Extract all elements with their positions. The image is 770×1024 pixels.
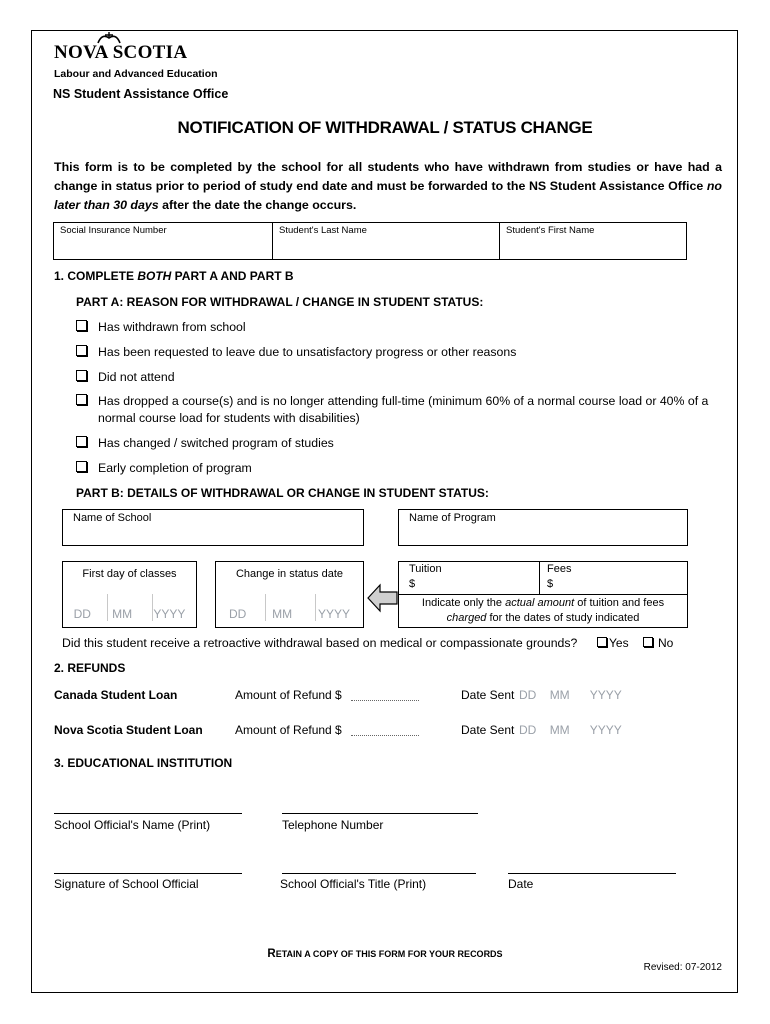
date-line[interactable] [508,873,676,874]
logo-wordmark: NOVA SCOTIA [54,42,188,63]
option-early-completion[interactable]: Early completion of program [76,460,726,477]
retro-no[interactable]: No [643,636,673,650]
ns-date-input[interactable]: DD MM YYYY [519,723,622,737]
school-name-field[interactable]: Name of School [62,509,364,546]
option-withdrawn[interactable]: Has withdrawn from school [76,319,726,336]
ns-refund-label: Amount of Refund $ [235,723,342,737]
retro-question: Did this student receive a retroactive withdrawal based on medical or compassionate grounds? [62,636,578,650]
signature-label: Signature of School Official [54,877,199,891]
student-id-table [53,222,687,260]
official-title-label: School Official's Title (Print) [280,877,427,891]
last-name-field[interactable]: Student's Last Name [273,223,500,260]
section1-heading: 1. COMPLETE BOTH PART A AND PART B [54,269,294,283]
ns-date-label: Date Sent [461,723,515,737]
retro-yes[interactable]: Yes [597,636,629,650]
fees-dollar[interactable]: $ [547,578,554,590]
canada-date-label: Date Sent [461,688,515,702]
tuition-fees-box [398,561,688,628]
checkbox-yes[interactable] [597,637,607,647]
sin-field[interactable]: Social Insurance Number [54,223,273,260]
part-a-heading: PART A: REASON FOR WITHDRAWAL / CHANGE IN STUDENT STATUS: [76,295,484,309]
option-did-not-attend[interactable]: Did not attend [76,369,726,386]
checkbox-no[interactable] [643,637,653,647]
department-name: Labour and Advanced Education [54,68,218,80]
checkbox-did-not-attend[interactable] [76,370,87,381]
section2-heading: 2. REFUNDS [54,661,126,675]
ns-refund-input[interactable] [351,735,419,736]
office-name: NS Student Assistance Office [53,87,229,101]
canada-loan-label: Canada Student Loan [54,688,178,702]
telephone-label: Telephone Number [282,818,384,832]
part-b-heading: PART B: DETAILS OF WITHDRAWAL OR CHANGE IN STUDENT STATUS: [76,486,489,500]
tuition-label: Tuition [409,563,442,575]
official-name-label: School Official's Name (Print) [54,818,211,832]
fees-label: Fees [547,563,572,575]
first-name-field[interactable]: Student's First Name [500,223,687,260]
checkbox-changed-program[interactable] [76,436,87,447]
section3-heading: 3. EDUCATIONAL INSTITUTION [54,756,233,770]
intro-paragraph: This form is to be completed by the school for all students who have withdrawn from studies or have had a change in status prior to period of study end date and must be forwarded to the NS Student Assistance Office no later than 30 days after the date the change occurs. [54,160,722,212]
checkbox-withdrawn[interactable] [76,320,87,331]
first-day-field[interactable]: First day of classes DD MM YYYY [62,561,197,628]
official-title-line[interactable] [282,873,476,874]
left-arrow-icon [366,582,400,614]
checkbox-dropped-course[interactable] [76,394,87,405]
signature-line[interactable] [54,873,242,874]
tuition-dollar[interactable]: $ [409,578,416,590]
tuition-note: Indicate only the actual amount of tuition and fees charged for the dates of study indicated [421,597,665,624]
canada-refund-input[interactable] [351,700,419,701]
retain-notice: RETAIN A COPY OF THIS FORM FOR YOUR RECORDS [267,948,503,960]
date-label: Date [508,877,534,891]
official-name-line[interactable] [54,813,242,814]
canada-refund-label: Amount of Refund $ [235,688,342,702]
option-requested-leave[interactable]: Has been requested to leave due to unsatisfactory progress or other reasons [76,344,726,361]
option-dropped-course[interactable]: Has dropped a course(s) and is no longer attending full-time (minimum 60% of a normal course load or 40% of a normal course load for students with disabilities) [76,393,726,427]
program-name-field[interactable]: Name of Program [398,509,688,546]
checkbox-requested-leave[interactable] [76,345,87,356]
change-date-field[interactable]: Change in status date DD MM YYYY [215,561,364,628]
revised-date: Revised: 07-2012 [643,962,722,973]
canada-date-input[interactable]: DD MM YYYY [519,688,622,702]
checkbox-early-completion[interactable] [76,461,87,472]
option-changed-program[interactable]: Has changed / switched program of studies [76,435,726,452]
page-title: NOTIFICATION OF WITHDRAWAL / STATUS CHANGE [177,118,593,137]
telephone-line[interactable] [282,813,478,814]
ns-loan-label: Nova Scotia Student Loan [54,723,203,737]
